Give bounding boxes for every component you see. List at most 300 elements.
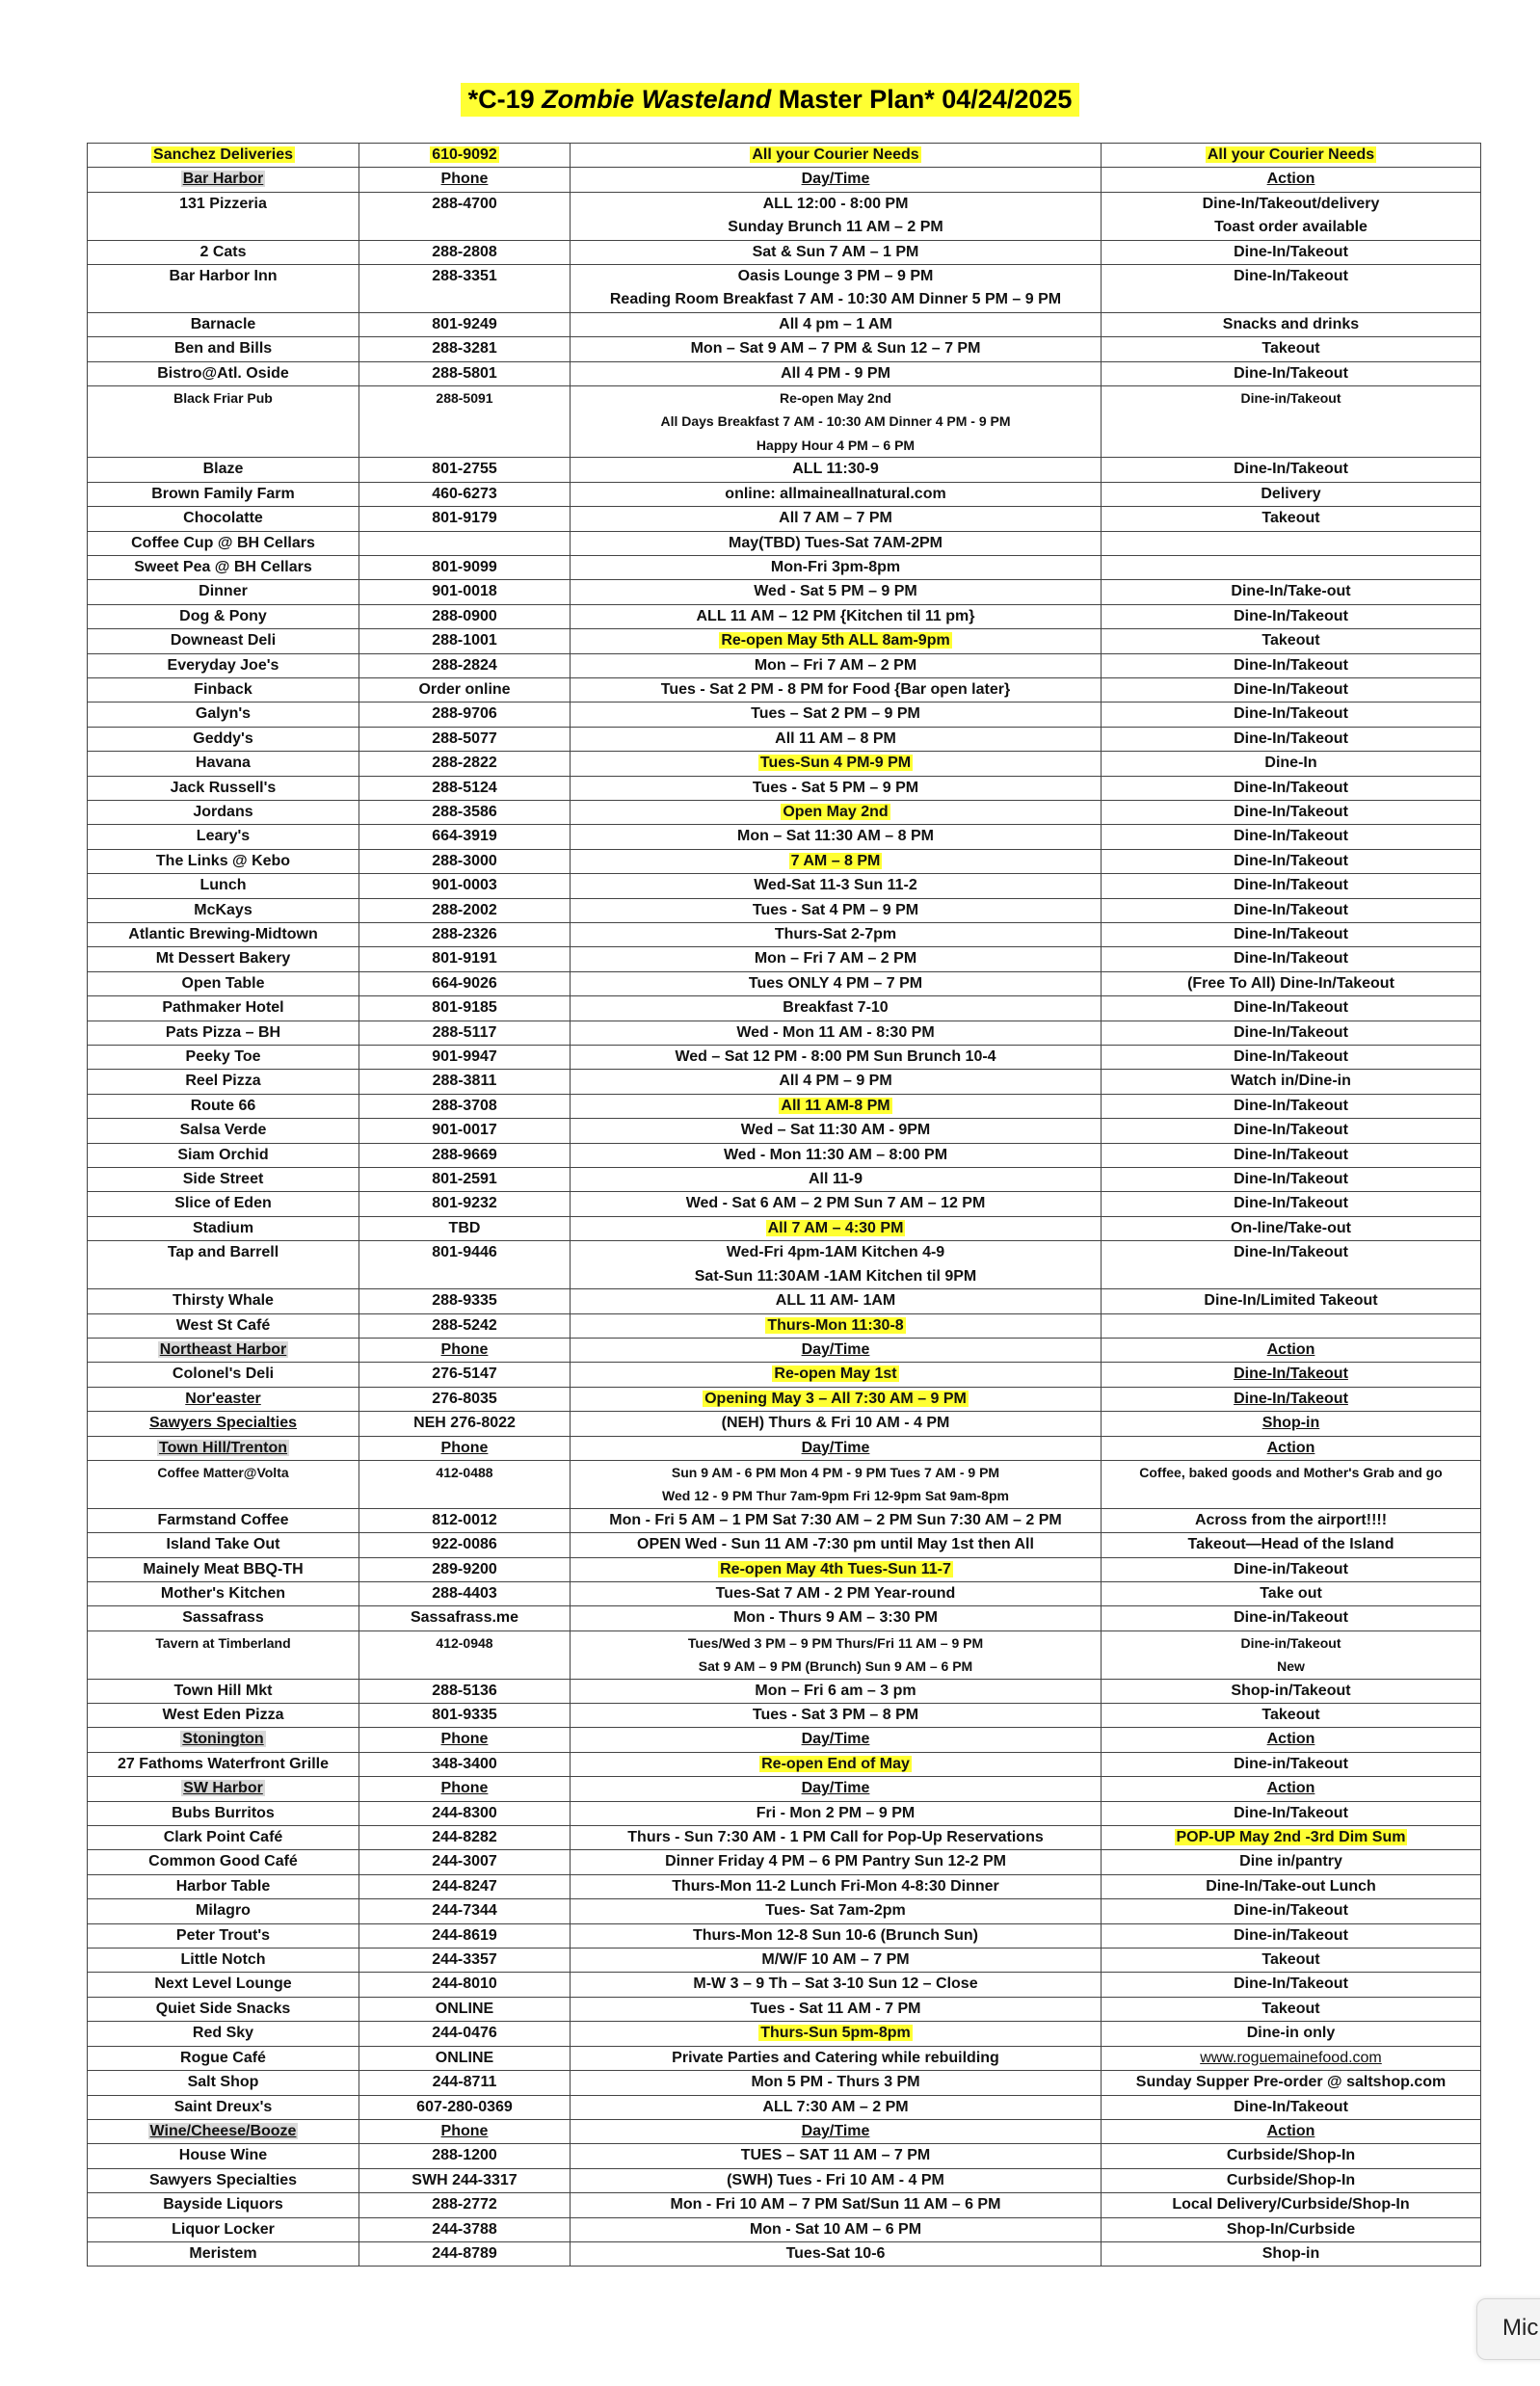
- daytime-line: [574, 1363, 1097, 1386]
- phone-number: 288-5117: [432, 1023, 497, 1041]
- daytime-text: Wed – Sat 11:30 AM - 9PM: [740, 1122, 931, 1139]
- mic-tab[interactable]: [1476, 2298, 1540, 2360]
- business-name: Bubs Burritos: [172, 1804, 275, 1821]
- business-name: Everyday Joe's: [167, 656, 279, 674]
- daytime-text: Mon – Fri 7 AM – 2 PM: [754, 950, 917, 968]
- daytime-line: [574, 2096, 1097, 2119]
- phone-number: 288-9669: [432, 1146, 497, 1163]
- table-row: [88, 874, 1481, 898]
- cell-action: [1102, 898, 1481, 922]
- business-name: Town Hill Mkt: [173, 1682, 273, 1699]
- cell-daytime: [571, 1046, 1102, 1070]
- action-line: [1105, 386, 1476, 410]
- action-line: [1105, 654, 1476, 677]
- cell-daytime: [571, 1704, 1102, 1728]
- cell-daytime: [571, 1801, 1102, 1825]
- phone-number: 812-0012: [432, 1511, 497, 1528]
- daytime-line: [574, 1753, 1097, 1776]
- section-header-row: [88, 1436, 1481, 1460]
- cell-action[interactable]: [1102, 2046, 1481, 2070]
- action-text: Shop-in: [1261, 1415, 1320, 1432]
- cell-phone: [359, 923, 571, 947]
- daytime-line: [574, 629, 1097, 652]
- business-name: McKays: [194, 901, 252, 918]
- action-line: [1105, 1924, 1476, 1948]
- phone-number: 348-3400: [432, 1755, 497, 1772]
- daytime-line: [574, 1168, 1097, 1191]
- action-line: [1105, 2096, 1476, 2119]
- action-text: Dine-In/Takeout: [1234, 1804, 1348, 1821]
- cell-phone: [359, 458, 571, 482]
- business-name: Pathmaker Hotel: [162, 999, 284, 1017]
- business-name: Open Table: [181, 974, 265, 992]
- action-line: [1105, 923, 1476, 946]
- action-text: Across from the airport!!!!: [1194, 1511, 1388, 1528]
- action-text: Dine-In/Takeout: [1234, 803, 1348, 820]
- business-name: Rogue Café: [180, 2049, 266, 2066]
- daytime-line: [574, 1631, 1097, 1655]
- action-line: [1105, 728, 1476, 751]
- daytime-text: Sat 9 AM – 9 PM (Brunch) Sun 9 AM – 6 PM: [698, 1658, 973, 1675]
- table-row: [88, 1363, 1481, 1387]
- cell-daytime: [571, 1630, 1102, 1679]
- cell-daytime: [571, 265, 1102, 313]
- action-text: Takeout: [1261, 340, 1320, 358]
- cell-action: [1102, 2022, 1481, 2046]
- daytime-text: Sun 9 AM - 6 PM Mon 4 PM - 9 PM Tues 7 AM - 9 PM: [671, 1464, 1000, 1480]
- phone-number: Phone: [440, 1731, 489, 1748]
- phone-number: Sassafrass.me: [410, 1609, 519, 1627]
- daytime-text: Mon-Fri 3pm-8pm: [770, 558, 901, 575]
- action-text: Dine-In/Takeout/delivery: [1202, 195, 1380, 212]
- action-line: [1105, 605, 1476, 628]
- daytime-line: [574, 996, 1097, 1020]
- cell-action: [1102, 1363, 1481, 1387]
- cell-phone: [359, 361, 571, 385]
- phone-number: 288-2808: [432, 243, 497, 260]
- table-row: [88, 1192, 1481, 1216]
- cell-daytime: [571, 531, 1102, 555]
- phone-number: 288-2326: [432, 926, 497, 942]
- cell-name: [88, 1606, 359, 1630]
- cell-phone: [359, 1826, 571, 1850]
- phone-number: 288-3586: [432, 803, 497, 820]
- daytime-line: [574, 1802, 1097, 1825]
- business-name: Galyn's: [195, 705, 252, 723]
- phone-number: 412-0488: [436, 1464, 493, 1480]
- phone-number: 288-4403: [432, 1584, 497, 1602]
- cell-action: [1102, 1581, 1481, 1605]
- table-row: [88, 144, 1481, 168]
- table-row: [88, 1899, 1481, 1923]
- cell-phone: [359, 971, 571, 995]
- action-line: [1105, 2120, 1476, 2143]
- daytime-line: [574, 2120, 1097, 2143]
- title-prefix: *C-19: [467, 85, 543, 114]
- business-name: Bayside Liquors: [163, 2196, 283, 2214]
- daytime-text: Re-open End of May: [761, 1755, 910, 1772]
- cell-daytime: [571, 1752, 1102, 1776]
- table-row: [88, 629, 1481, 653]
- table-row: [88, 2046, 1481, 2070]
- action-text: Curbside/Shop-In: [1226, 2147, 1356, 2164]
- action-text: Dine in/pantry: [1239, 1853, 1342, 1870]
- business-name: Leary's: [196, 828, 251, 845]
- daytime-line: [574, 1070, 1097, 1093]
- daytime-text: Re-open May 2nd: [780, 390, 891, 407]
- table-row: [88, 386, 1481, 458]
- cell-name: [88, 1313, 359, 1338]
- cell-daytime: [571, 2071, 1102, 2095]
- phone-number: ONLINE: [435, 2049, 494, 2066]
- cell-name: [88, 1533, 359, 1557]
- cell-action: [1102, 2241, 1481, 2266]
- cell-name: [88, 1557, 359, 1581]
- action-line: [1105, 1363, 1476, 1386]
- business-name: Next Level Lounge: [154, 1975, 292, 1993]
- phone-number: 244-0476: [432, 2025, 497, 2042]
- cell-action: [1102, 1704, 1481, 1728]
- cell-phone: [359, 531, 571, 555]
- cell-name: [88, 1046, 359, 1070]
- daytime-text: TUES – SAT 11 AM – 7 PM: [740, 2147, 931, 2164]
- table-row: [88, 482, 1481, 506]
- action-text: Dine-In/Takeout: [1234, 901, 1348, 918]
- phone-number: 288-3351: [432, 268, 497, 285]
- action-line: [1105, 1289, 1476, 1312]
- daytime-text: ALL 7:30 AM – 2 PM: [762, 2098, 909, 2115]
- action-line: [1105, 1582, 1476, 1605]
- cell-action: [1102, 1728, 1481, 1752]
- daytime-line: [574, 580, 1097, 603]
- action-text: Dine-In/Takeout: [1234, 680, 1348, 698]
- daytime-line: [574, 2218, 1097, 2241]
- daytime-line: [574, 532, 1097, 555]
- daytime-line: [574, 1217, 1097, 1240]
- cell-action: [1102, 2071, 1481, 2095]
- daytime-line: [574, 2071, 1097, 2094]
- action-text: Dine-In/Takeout: [1234, 999, 1348, 1017]
- business-name: Jordans: [193, 803, 253, 820]
- action-line: [1105, 362, 1476, 385]
- daytime-line: [574, 728, 1097, 751]
- action-line: [1105, 458, 1476, 481]
- phone-number: 288-4700: [432, 195, 497, 212]
- website-link: www.roguemainefood.com: [1200, 2049, 1382, 2066]
- cell-phone: [359, 898, 571, 922]
- table-row: [88, 1949, 1481, 1973]
- cell-phone: [359, 1412, 571, 1436]
- action-text: Action: [1266, 1731, 1315, 1748]
- cell-daytime: [571, 1289, 1102, 1313]
- cell-action: [1102, 727, 1481, 751]
- action-text: Dine-In/Takeout: [1234, 2098, 1348, 2115]
- cell-phone: [359, 849, 571, 873]
- cell-name: [88, 1777, 359, 1801]
- action-line: [1105, 1802, 1476, 1825]
- daytime-text: Day/Time: [801, 1439, 870, 1456]
- daytime-text: Wed-Fri 4pm-1AM Kitchen 4-9: [726, 1244, 945, 1261]
- daytime-text: Tues ONLY 4 PM – 7 PM: [748, 974, 923, 992]
- cell-action: [1102, 1387, 1481, 1411]
- daytime-line: [574, 1241, 1097, 1264]
- cell-name: [88, 874, 359, 898]
- cell-action: [1102, 1460, 1481, 1508]
- cell-action: [1102, 1046, 1481, 1070]
- table-row: [88, 337, 1481, 361]
- action-line: [1105, 1412, 1476, 1435]
- business-name: Meristem: [189, 2244, 257, 2262]
- daytime-text: Mon - Fri 5 AM – 1 PM Sat 7:30 AM – 2 PM Sun 7:30 AM – 2 PM: [609, 1511, 1062, 1528]
- table-row: [88, 898, 1481, 922]
- cell-daytime: [571, 1436, 1102, 1460]
- cell-daytime: [571, 971, 1102, 995]
- table-row: [88, 727, 1481, 751]
- cell-name: [88, 1949, 359, 1973]
- cell-daytime: [571, 312, 1102, 336]
- action-line: [1105, 1704, 1476, 1727]
- cell-phone: [359, 386, 571, 458]
- business-name: Sassafrass: [182, 1609, 264, 1627]
- daytime-text: Thurs-Sat 2-7pm: [774, 926, 897, 942]
- table-row: [88, 1046, 1481, 1070]
- daytime-text: Dinner Friday 4 PM – 6 PM Pantry Sun 12-2 PM: [665, 1853, 1006, 1870]
- cell-action: [1102, 1557, 1481, 1581]
- phone-number: 801-9099: [432, 558, 497, 575]
- phone-number: 288-3281: [432, 340, 497, 358]
- cell-daytime: [571, 947, 1102, 971]
- cell-action: [1102, 2193, 1481, 2217]
- cell-name: [88, 337, 359, 361]
- cell-daytime: [571, 604, 1102, 628]
- daytime-line: [574, 1606, 1097, 1630]
- business-name: Route 66: [190, 1097, 256, 1114]
- phone-number: 288-3811: [432, 1073, 497, 1090]
- action-text: Dine-In/Takeout: [1234, 1122, 1348, 1139]
- cell-name: [88, 1289, 359, 1313]
- cell-daytime: [571, 507, 1102, 531]
- phone-number: 801-2591: [432, 1171, 497, 1188]
- cell-name: [88, 312, 359, 336]
- cell-action: [1102, 1874, 1481, 1898]
- daytime-text: Mon – Fri 6 am – 3 pm: [755, 1682, 916, 1699]
- daytime-line: [574, 168, 1097, 191]
- business-name: Colonel's Deli: [172, 1365, 275, 1383]
- cell-phone: [359, 2022, 571, 2046]
- section-header-row: [88, 1338, 1481, 1362]
- cell-action: [1102, 677, 1481, 702]
- daytime-line: [574, 265, 1097, 288]
- cell-action: [1102, 1826, 1481, 1850]
- business-name: Common Good Café: [148, 1853, 298, 1870]
- daytime-line: [574, 1144, 1097, 1167]
- table-row: [88, 1923, 1481, 1948]
- action-text: Action: [1266, 2122, 1315, 2139]
- cell-phone: [359, 996, 571, 1021]
- business-name: Town Hill/Trenton: [158, 1439, 288, 1456]
- table-row: [88, 1070, 1481, 1094]
- action-text: Takeout: [1261, 2000, 1320, 2017]
- cell-phone: [359, 1557, 571, 1581]
- table-row: [88, 265, 1481, 313]
- daytime-text: Wed - Sat 6 AM – 2 PM Sun 7 AM – 12 PM: [685, 1195, 986, 1212]
- cell-name: [88, 531, 359, 555]
- cell-daytime: [571, 144, 1102, 168]
- phone-number: Phone: [440, 1780, 489, 1797]
- table-row: [88, 2144, 1481, 2168]
- action-text: Action: [1266, 1780, 1315, 1797]
- table-row: [88, 1241, 1481, 1289]
- cell-name: [88, 1508, 359, 1532]
- phone-number: 289-9200: [432, 1560, 497, 1577]
- cell-phone: [359, 1973, 571, 1997]
- action-line: [1105, 777, 1476, 800]
- cell-action: [1102, 1021, 1481, 1045]
- cell-name: [88, 1826, 359, 1850]
- cell-action: [1102, 312, 1481, 336]
- cell-action: [1102, 800, 1481, 824]
- daytime-text: Tues-Sun 4 PM-9 PM: [759, 755, 912, 772]
- action-line: [1105, 1949, 1476, 1972]
- cell-action: [1102, 531, 1481, 555]
- business-name: Bar Harbor Inn: [169, 268, 278, 285]
- cell-daytime: [571, 874, 1102, 898]
- daytime-line: [574, 1558, 1097, 1581]
- cell-phone: [359, 1241, 571, 1289]
- action-line: [1105, 1875, 1476, 1898]
- daytime-text: Tues-Sat 7 AM - 2 PM Year-round: [715, 1584, 956, 1602]
- daytime-text: Wed - Mon 11:30 AM – 8:00 PM: [723, 1146, 948, 1163]
- business-name: Salt Shop: [187, 2074, 259, 2091]
- action-line: [1105, 850, 1476, 873]
- cell-phone: [359, 1728, 571, 1752]
- table-row: [88, 1752, 1481, 1776]
- mic-tab-label: Mic: [1502, 2315, 1539, 2341]
- business-name: Sanchez Deliveries: [153, 146, 293, 163]
- cell-daytime: [571, 580, 1102, 604]
- cell-action: [1102, 144, 1481, 168]
- cell-daytime: [571, 2144, 1102, 2168]
- cell-name: [88, 386, 359, 458]
- daytime-line: [574, 2193, 1097, 2216]
- daytime-line: [574, 1680, 1097, 1703]
- cell-action: [1102, 482, 1481, 506]
- cell-phone: [359, 580, 571, 604]
- phone-number: SWH 244-3317: [412, 2171, 518, 2188]
- cell-daytime: [571, 337, 1102, 361]
- action-line: [1105, 1168, 1476, 1191]
- cell-phone: [359, 2071, 571, 2095]
- daytime-line: [574, 1021, 1097, 1045]
- action-line: [1105, 1046, 1476, 1069]
- cell-daytime: [571, 1338, 1102, 1362]
- business-name: Bistro@Atl. Oside: [157, 364, 289, 382]
- action-text: Dine-In/Takeout: [1234, 461, 1348, 478]
- daytime-line: [574, 1314, 1097, 1338]
- cell-phone: [359, 629, 571, 653]
- phone-number: 288-5077: [432, 729, 497, 747]
- action-line: [1105, 874, 1476, 897]
- phone-number: 922-0086: [432, 1536, 497, 1553]
- daytime-text: Mon - Thurs 9 AM – 3:30 PM: [733, 1609, 938, 1627]
- table-row: [88, 2071, 1481, 2095]
- action-line: [1105, 1850, 1476, 1873]
- cell-name: [88, 996, 359, 1021]
- cell-daytime: [571, 458, 1102, 482]
- daytime-line: [574, 2169, 1097, 2192]
- phone-number: 460-6273: [432, 485, 497, 502]
- daytime-text: (SWH) Tues - Fri 10 AM - 4 PM: [727, 2171, 944, 2188]
- daytime-text: Tues - Sat 2 PM - 8 PM for Food {Bar open later}: [660, 680, 1011, 698]
- daytime-text: Wed-Sat 11-3 Sun 11-2: [754, 877, 917, 894]
- action-text: Dine-In/Takeout: [1234, 1244, 1348, 1261]
- daytime-text: May(TBD) Tues-Sat 7AM-2PM: [729, 534, 943, 551]
- business-name: Ben and Bills: [173, 340, 273, 358]
- cell-action: [1102, 1192, 1481, 1216]
- cell-name: [88, 1997, 359, 2021]
- phone-number: 801-9185: [432, 999, 497, 1017]
- phone-number: 244-3788: [432, 2220, 497, 2238]
- phone-number: 288-5136: [432, 1682, 497, 1699]
- daytime-text: Re-open May 5th ALL 8am-9pm: [721, 632, 950, 650]
- cell-action: [1102, 1923, 1481, 1948]
- daytime-line: [574, 507, 1097, 530]
- action-line: [1105, 1144, 1476, 1167]
- business-name: West Eden Pizza: [162, 1707, 284, 1723]
- cell-daytime: [571, 825, 1102, 849]
- cell-name: [88, 1119, 359, 1143]
- cell-name: [88, 677, 359, 702]
- cell-daytime: [571, 1533, 1102, 1557]
- daytime-line: [574, 1899, 1097, 1922]
- daytime-line: [574, 386, 1097, 410]
- cell-phone: [359, 265, 571, 313]
- table-row: [88, 361, 1481, 385]
- cell-phone: [359, 1581, 571, 1605]
- cell-daytime: [571, 2241, 1102, 2266]
- action-text: Action: [1266, 171, 1315, 188]
- cell-phone: [359, 1777, 571, 1801]
- action-text: Shop-In/Curbside: [1226, 2220, 1356, 2238]
- daytime-line: [574, 1704, 1097, 1727]
- cell-name: [88, 507, 359, 531]
- business-name: Chocolatte: [183, 510, 263, 527]
- cell-daytime: [571, 192, 1102, 240]
- cell-phone: [359, 1460, 571, 1508]
- action-text: Dine-In/Takeout: [1234, 852, 1348, 869]
- action-text: New: [1277, 1658, 1305, 1675]
- cell-action: [1102, 265, 1481, 313]
- cell-name: [88, 2046, 359, 2070]
- daytime-line: [574, 337, 1097, 360]
- daytime-line: [574, 458, 1097, 481]
- business-name: 131 Pizzeria: [179, 195, 267, 212]
- action-line: [1105, 1655, 1476, 1678]
- cell-phone: [359, 2217, 571, 2241]
- table-row: [88, 996, 1481, 1021]
- cell-action: [1102, 386, 1481, 458]
- business-name: Side Street: [182, 1171, 264, 1188]
- cell-name: [88, 1143, 359, 1167]
- phone-number: 901-0017: [432, 1122, 497, 1139]
- cell-name: [88, 776, 359, 800]
- action-line: [1105, 1192, 1476, 1215]
- action-line: [1105, 1973, 1476, 1996]
- action-line: [1105, 216, 1476, 239]
- business-name: Mt Dessert Bakery: [155, 950, 291, 968]
- action-line: [1105, 168, 1476, 191]
- cell-daytime: [571, 482, 1102, 506]
